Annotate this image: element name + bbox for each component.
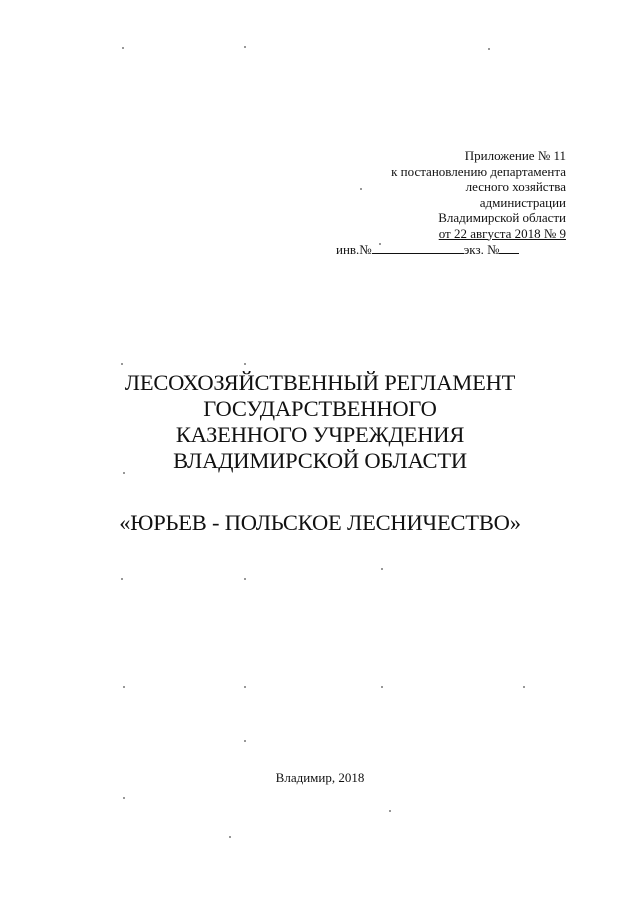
inventory-label: инв.№ (336, 242, 372, 257)
scan-speck (381, 686, 383, 688)
scan-speck (381, 568, 383, 570)
appendix-ref-line: к постановлению департамента (391, 163, 566, 179)
appendix-ref-line: Владимирской области (438, 210, 566, 225)
scan-speck (244, 686, 246, 688)
scan-speck (229, 836, 231, 838)
appendix-number: Приложение № 11 (464, 148, 566, 163)
scan-speck (121, 363, 123, 365)
scan-speck (379, 243, 381, 245)
forestry-name: «ЮРЬЕВ - ПОЛЬСКОЕ ЛЕСНИЧЕСТВО» (119, 510, 521, 535)
scan-speck (121, 578, 123, 580)
title-line: ЛЕСОХОЗЯЙСТВЕННЫЙ РЕГЛАМЕНТ (124, 370, 516, 395)
scan-speck (244, 578, 246, 580)
scan-speck (488, 48, 490, 50)
scan-speck (123, 472, 125, 474)
inventory-blank (372, 243, 464, 254)
title-line: ГОСУДАРСТВЕННОГО (203, 396, 437, 421)
place-year: Владимир, 2018 (275, 770, 365, 785)
title-line: КАЗЕННОГО УЧРЕЖДЕНИЯ (175, 422, 465, 447)
scan-speck (360, 188, 362, 190)
scan-speck (523, 686, 525, 688)
title-line: ВЛАДИМИРСКОЙ ОБЛАСТИ (173, 448, 467, 473)
scan-speck (244, 46, 246, 48)
appendix-ref-line: администрации (479, 194, 566, 210)
scan-speck (244, 363, 246, 365)
appendix-ref-line: лесного хозяйства (465, 179, 566, 194)
scan-speck (389, 810, 391, 812)
scan-speck (244, 740, 246, 742)
inventory-row (336, 242, 566, 258)
scan-speck (123, 686, 125, 688)
scan-speck (122, 47, 124, 49)
copy-blank (499, 243, 519, 254)
scan-speck (123, 797, 125, 799)
copy-label: экз. № (463, 242, 500, 257)
document-title (0, 370, 640, 474)
appendix-block (336, 148, 566, 258)
appendix-date: от 22 августа 2018 № 9 (438, 225, 566, 241)
